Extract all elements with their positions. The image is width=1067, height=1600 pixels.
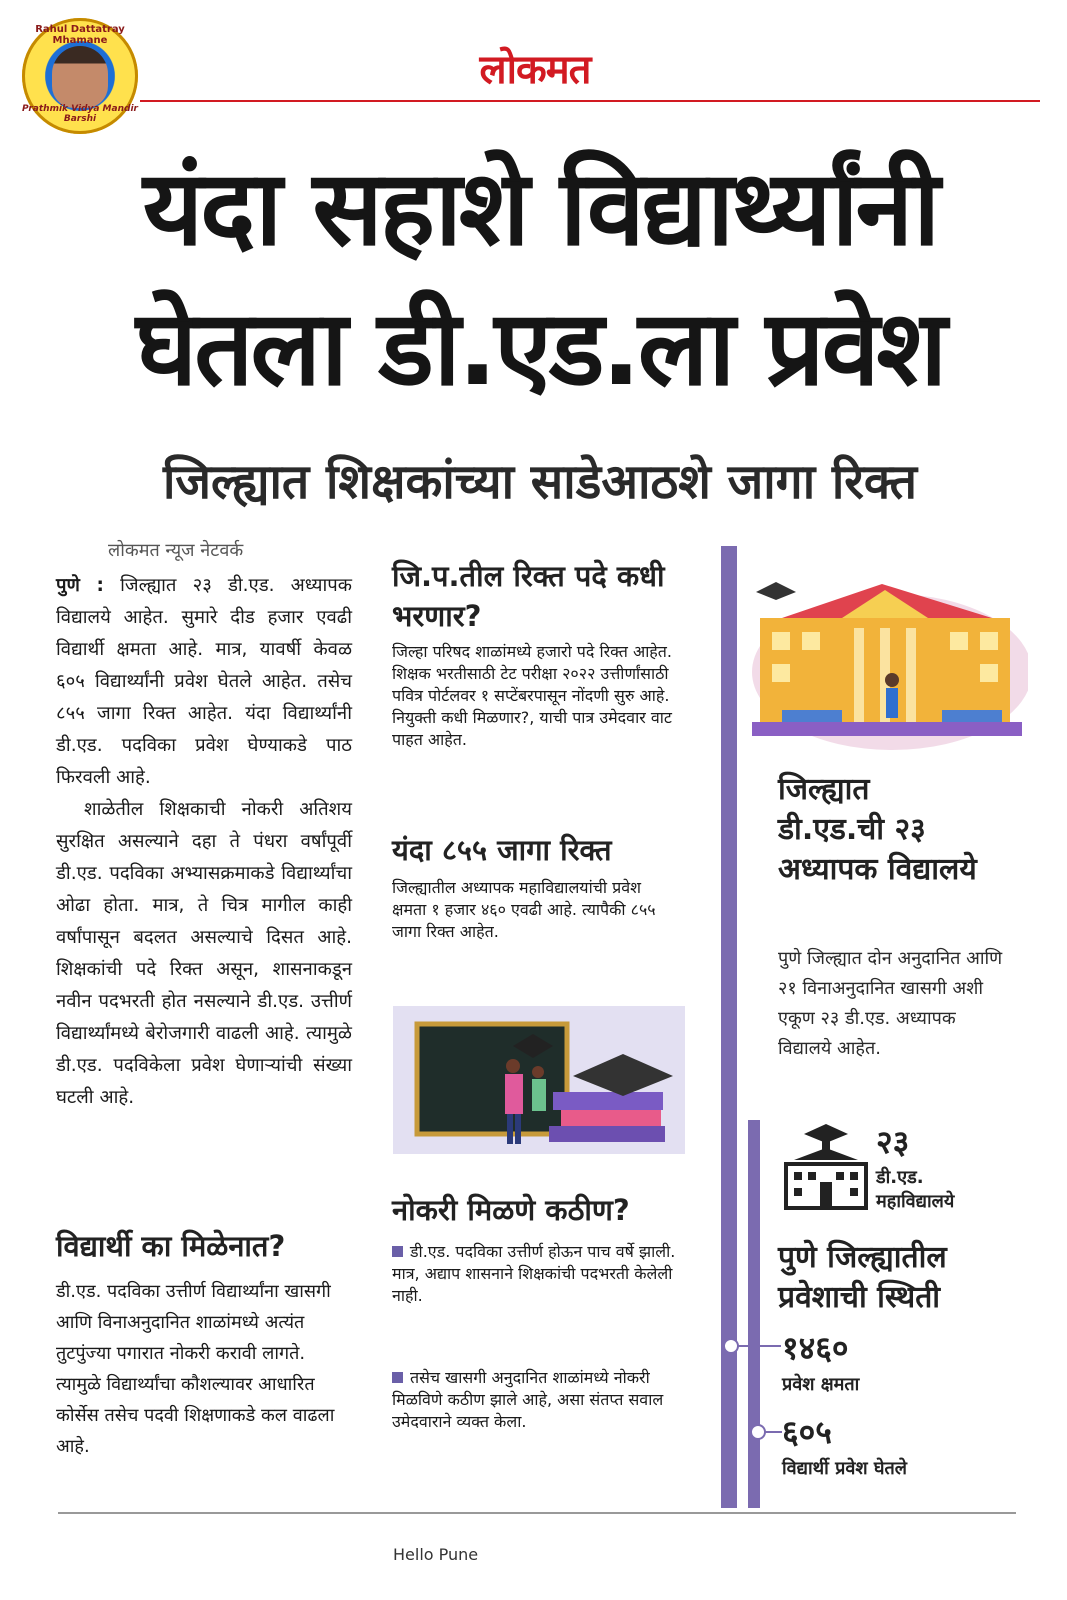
bullet-icon <box>392 1372 403 1383</box>
dateline: पुणे : <box>56 575 104 596</box>
headline-line2: घेतला डी.एड.ला प्रवेश <box>135 287 945 409</box>
masthead-rule <box>140 100 1040 102</box>
col3-para1: पुणे जिल्ह्यात दोन अनुदानित आणि २१ विनाअनुदानित खासगी अशी एकूण २३ डी.एड. अध्यापक विद्यालये आहेत. <box>778 948 1003 1059</box>
byline: लोकमत न्यूज नेटवर्क <box>108 540 244 561</box>
col2-bullet2: तसेच खासगी अनुदानित शाळांमध्ये नोकरी मिळविणे कठीण झाले आहे, असा संतप्त सवाल उमेदवाराने व्यक्त केला. <box>392 1368 664 1431</box>
timeline-tick <box>764 1431 782 1433</box>
timeline-tick <box>737 1345 781 1347</box>
col2-heading2: यंदा ८५५ जागा रिक्त <box>392 833 612 867</box>
college-count-label: डी.एड. महाविद्यालये <box>876 1167 955 1212</box>
college-count-value: २३ <box>876 1123 910 1161</box>
badge-school: Prathmik Vidya Mandir Barshi <box>22 104 138 124</box>
col2-heading1: जि.प.तील रिक्त पदे कधी भरणार? <box>392 559 665 633</box>
headline-line1: यंदा सहाशे विद्यार्थ्यांनी <box>142 147 938 269</box>
college-building-illustration <box>742 562 1028 752</box>
badge-name: Rahul Dattatray Mhamane <box>35 24 125 46</box>
col1-para1: पुणे : जिल्ह्यात २३ डी.एड. अध्यापक विद्यालये आहेत. सुमारे दीड हजार एवढी विद्यार्थी क्षमता आहे. मात्र, यावर्षी केवळ ६०५ विद्यार्थ्यांनी प्रवेश घेतले आहेत. तसेच ८५५ जागा रिक्त आहेत. यंदा विद्यार्थ्यांनी डी.एड. पदविका प्रवेश घेण्याकडे पाठ फिरवली आहे. <box>56 575 352 788</box>
col3-heading1: जिल्ह्यात डी.एड.ची २३ अध्यापक विद्यालये <box>778 772 977 887</box>
col1-para3: डी.एड. पदविका उत्तीर्ण विद्यार्थ्यांना खासगी आणि विनाअनुदानित शाळांमध्ये अत्यंत तुटपुंज्या पगारात नोकरी करावी लागते. त्यामुळे विद्यार्थ्यांचा कौशल्यावर आधारित कोर्सेस तसेच पदवी शिक्षणाकडे कल वाढला आहे. <box>56 1281 335 1457</box>
classroom-illustration <box>393 1006 685 1154</box>
col2-heading3: नोकरी मिळणे कठीण? <box>392 1193 630 1227</box>
bullet-icon <box>392 1246 403 1257</box>
stat-admitted-label: विद्यार्थी प्रवेश घेतले <box>782 1458 907 1479</box>
timeline-bar-outer <box>721 546 737 1508</box>
author-badge <box>22 18 138 134</box>
col3-heading2: पुणे जिल्ह्यातील प्रवेशाची स्थिती <box>778 1240 947 1315</box>
stat-capacity-value: १४६० <box>782 1329 849 1367</box>
college-building-icon <box>778 1120 874 1216</box>
footer-edition: Hello Pune <box>393 1545 479 1564</box>
badge-portrait <box>52 46 108 108</box>
col2-bullet1: डी.एड. पदविका उत्तीर्ण होऊन पाच वर्षे झाली. मात्र, अद्याप शासनाने शिक्षकांची पदभरती केलेली नाही. <box>392 1242 676 1305</box>
subheadline: जिल्ह्यात शिक्षकांच्या साडेआठशे जागा रिक्त <box>162 454 917 510</box>
col1-para2: शाळेतील शिक्षकाची नोकरी अतिशय सुरक्षित असल्याने दहा ते पंधरा वर्षांपूर्वी डी.एड. पदविका अभ्यासक्रमाकडे विद्यार्थ्यांचा ओढा होता. मात्र, ते चित्र मागील काही वर्षांपासून बदलत असल्याचे दिसत आहे. शिक्षकांची पदे रिक्त असून, शासनाकडून नवीन पदभरती होत नसल्याने डी.एड. उत्तीर्ण विद्यार्थ्यांमध्ये बेरोजगारी वाढली आहे. त्यामुळे डी.एड. पदविकेला प्रवेश घेणाऱ्यांची संख्या घटली आहे. <box>56 799 352 1108</box>
timeline-bar-inner <box>748 1120 760 1508</box>
stat-capacity-label: प्रवेश क्षमता <box>782 1374 860 1395</box>
bottom-rule <box>58 1512 1016 1514</box>
col1-text <box>56 570 352 1114</box>
newspaper-logo: लोकमत <box>479 47 591 93</box>
col2-para2: जिल्ह्यातील अध्यापक महाविद्यालयांची प्रवेश क्षमता १ हजार ४६० एवढी आहे. त्यापैकी ८५५ जागा रिक्त आहेत. <box>392 878 656 941</box>
stat-admitted-value: ६०५ <box>782 1413 832 1451</box>
col1-heading2: विद्यार्थी का मिळेनात? <box>56 1229 286 1263</box>
col2-para1: जिल्हा परिषद शाळांमध्ये हजारो पदे रिक्त आहेत. शिक्षक भरतीसाठी टेट परीक्षा २०२२ उत्तीर्णांसाठी पवित्र पोर्टलवर १ सप्टेंबरपासून नोंदणी सुरु आहे. नियुक्ती कधी मिळणार?, याची पात्र उमेदवार वाट पाहत आहेत. <box>392 642 673 749</box>
